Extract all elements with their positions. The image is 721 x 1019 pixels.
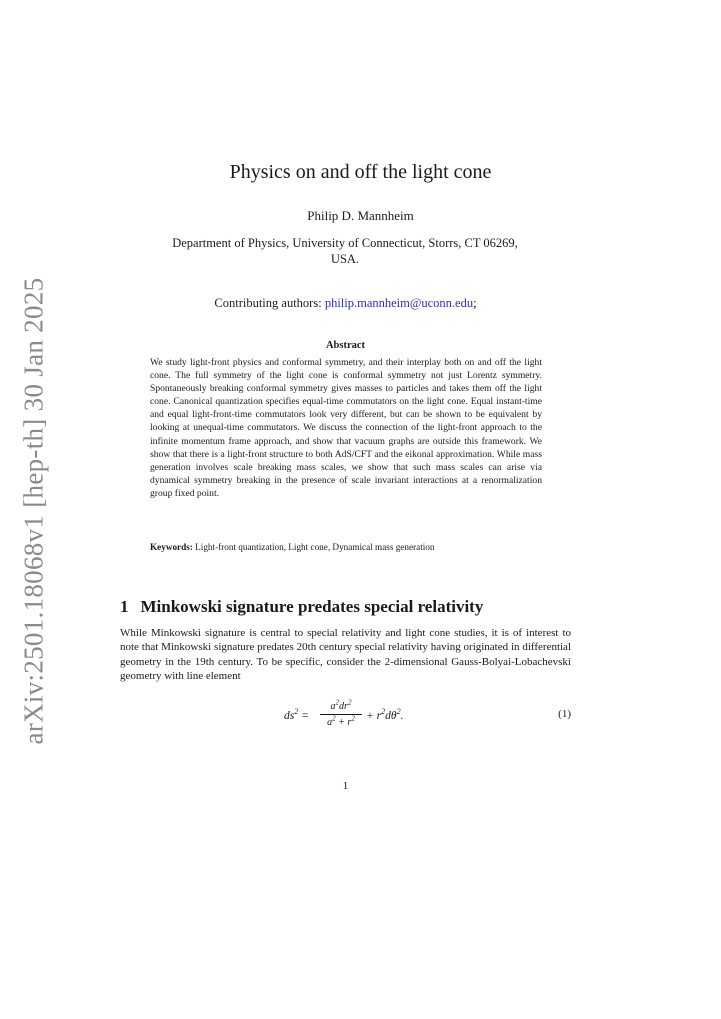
- fraction-bar: [320, 714, 362, 715]
- author-email-link[interactable]: philip.mannheim@uconn.edu: [324, 296, 474, 310]
- affiliation-line-2: USA.: [330, 252, 360, 266]
- equation-lhs: $ds^2$ =: [284, 707, 309, 722]
- fraction-denominator: $a^2 + r^2$: [327, 714, 355, 728]
- section-title: Minkowski signature predates special relativity: [140, 597, 484, 616]
- arxiv-stamp: [0, 0, 80, 1019]
- contributing-authors: [0, 296, 691, 311]
- equation-rhs: + $r^2d\theta^2$.: [366, 707, 404, 722]
- section-paragraph: While Minkowski signature is central to special relativity and light cone studies, it is of interest to note that Minkowski signature predates 20th century special relativity having originated in differential geometry in the 19th century. To be specific, consider the 2-dimensional Gauss-Bolyai-Lobachevski geometry with line element: [120, 627, 571, 682]
- arxiv-identifier: arXiv:2501.18068v1 [hep-th] 30 Jan 2025: [18, 277, 49, 745]
- abstract-text: We study light-front physics and conformal symmetry, and their interplay both on and off the light cone. The full symmetry of the light cone is conformal symmetry not just Lorentz symmetry. Spontaneously breaking conformal symmetry gives masses to particles and takes them off the light cone. Canonical quantization specifies equal-time commutators on the light cone. Equal instant-time and equal light-front-time commutators look very different, but can be shown to be equivalent by looking at unequal-time commutators. We discuss the connection of the light-front approach to the infinite momentum frame approach, and show that vacuum graphs are outside this framework. We show that there is a light-front structure to both AdS/CFT and the eikonal approximation. While mass generation involves scale breaking mass scales, we show that such mass scales can arise via dynamical symmetry breaking in the presence of scale invariant interactions at a renormalization group fixed point.: [150, 357, 542, 499]
- contributing-suffix: ;: [473, 296, 477, 310]
- equation-line-element: [250, 700, 450, 736]
- paper-title: Physics on and off the light cone: [229, 161, 492, 183]
- author-name: Philip D. Mannheim: [307, 208, 414, 223]
- section-heading: [120, 597, 483, 617]
- abstract-heading: Abstract: [325, 340, 366, 351]
- contributing-label: Contributing authors:: [214, 296, 325, 310]
- keywords: [150, 541, 542, 554]
- fraction-numerator: $a^2dr^2$: [330, 698, 352, 712]
- keywords-list: Light-front quantization, Light cone, Dynamical mass generation: [192, 542, 435, 552]
- page-number: 1: [342, 780, 349, 792]
- author-affiliation: [130, 235, 560, 267]
- section-number: 1: [120, 597, 129, 616]
- equation-number: (1): [558, 708, 571, 720]
- keywords-label: Keywords:: [150, 542, 193, 552]
- affiliation-line-1: Department of Physics, University of Connecticut, Storrs, CT 06269,: [172, 236, 518, 250]
- equation-fraction: [320, 700, 362, 729]
